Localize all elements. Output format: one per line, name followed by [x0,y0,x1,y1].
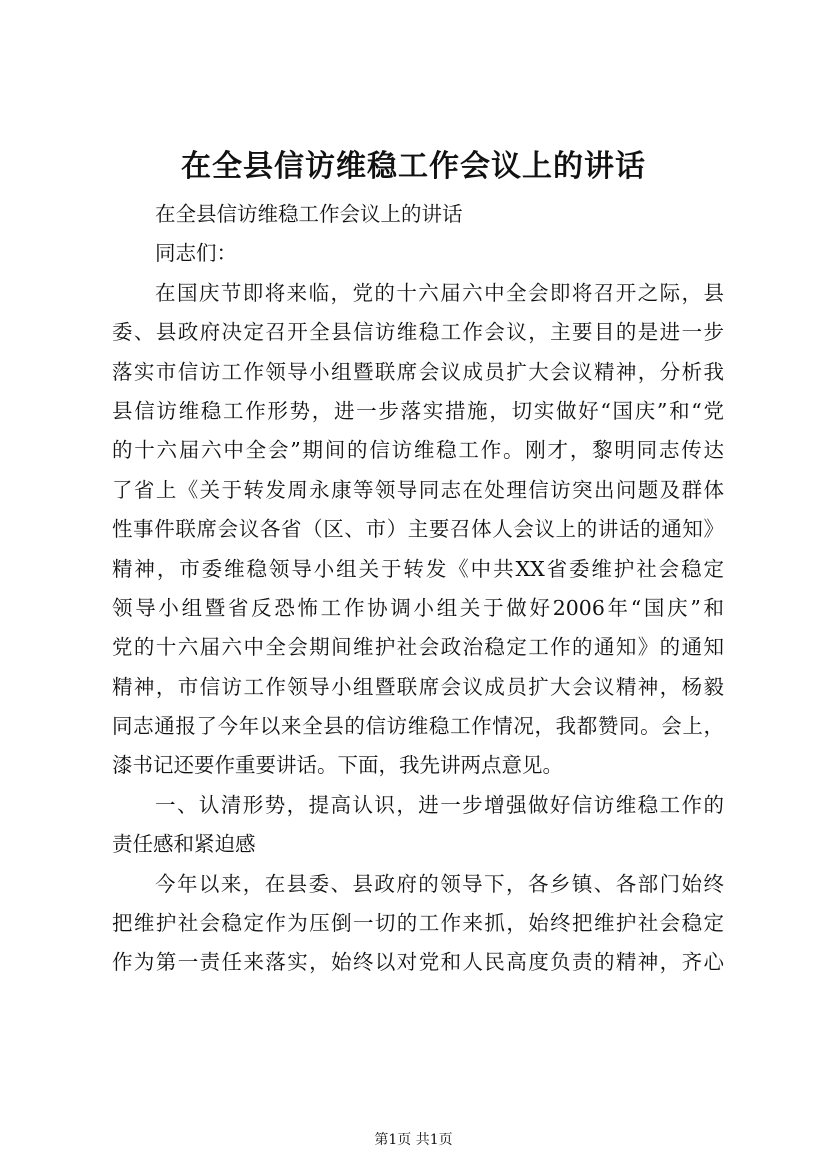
paragraph-line: 县信访维稳工作形势，进一步落实措施，切实做好“国庆”和“党 [112,398,724,423]
paragraph-line: 同志通报了今年以来全县的信访维稳工作情况，我都赞同。会上， [112,714,724,739]
paragraph-line: 党的十六届六中全会期间维护社会政治稳定工作的通知》的通知 [112,635,724,660]
paragraph-line: 性事件联席会议各省（区、市）主要召体人会议上的讲话的通知》 [112,517,724,542]
section-heading-line: 责任感和紧迫感 [112,832,256,857]
subtitle-line: 在全县信访维稳工作会议上的讲话 [155,202,463,226]
section-heading-line: 一、认清形势，提高认识，进一步增强做好信访维稳工作的 [155,792,724,817]
document-body [112,195,724,983]
paragraph-line: 今年以来，在县委、县政府的领导下，各乡镇、各部门始终 [155,871,724,896]
document-title: 在全县信访维稳工作会议上的讲话 [181,149,646,184]
paragraph-line: 作为第一责任来落实，始终以对党和人民高度负责的精神，齐心 [112,950,724,975]
paragraph-line: 落实市信访工作领导小组暨联席会议成员扩大会议精神，分析我 [112,359,724,384]
paragraph-line: 把维护社会稳定作为压倒一切的工作来抓，始终把维护社会稳定 [112,911,724,936]
salutation-line: 同志们： [155,241,237,266]
paragraph-line: 的十六届六中全会”期间的信访维稳工作。刚才，黎明同志传达 [112,438,724,463]
paragraph-line: 精神，市委维稳领导小组关于转发《中共XX省委维护社会稳定 [112,556,724,581]
paragraph-line: 领导小组暨省反恐怖工作协调小组关于做好2006年“国庆”和 [112,595,724,620]
paragraph-line: 漆书记还要作重要讲话。下面，我先讲两点意见。 [112,753,563,778]
page-number-footer: 第1页 共1页 [374,1132,453,1148]
paragraph-line: 精神，市信访工作领导小组暨联席会议成员扩大会议精神，杨毅 [112,674,724,699]
paragraph-line: 了省上《关于转发周永康等领导同志在处理信访突出问题及群体 [112,477,724,502]
paragraph-line: 在国庆节即将来临，党的十六届六中全会即将召开之际，县 [155,280,724,305]
paragraph-line: 委、县政府决定召开全县信访维稳工作会议，主要目的是进一步 [112,320,724,345]
